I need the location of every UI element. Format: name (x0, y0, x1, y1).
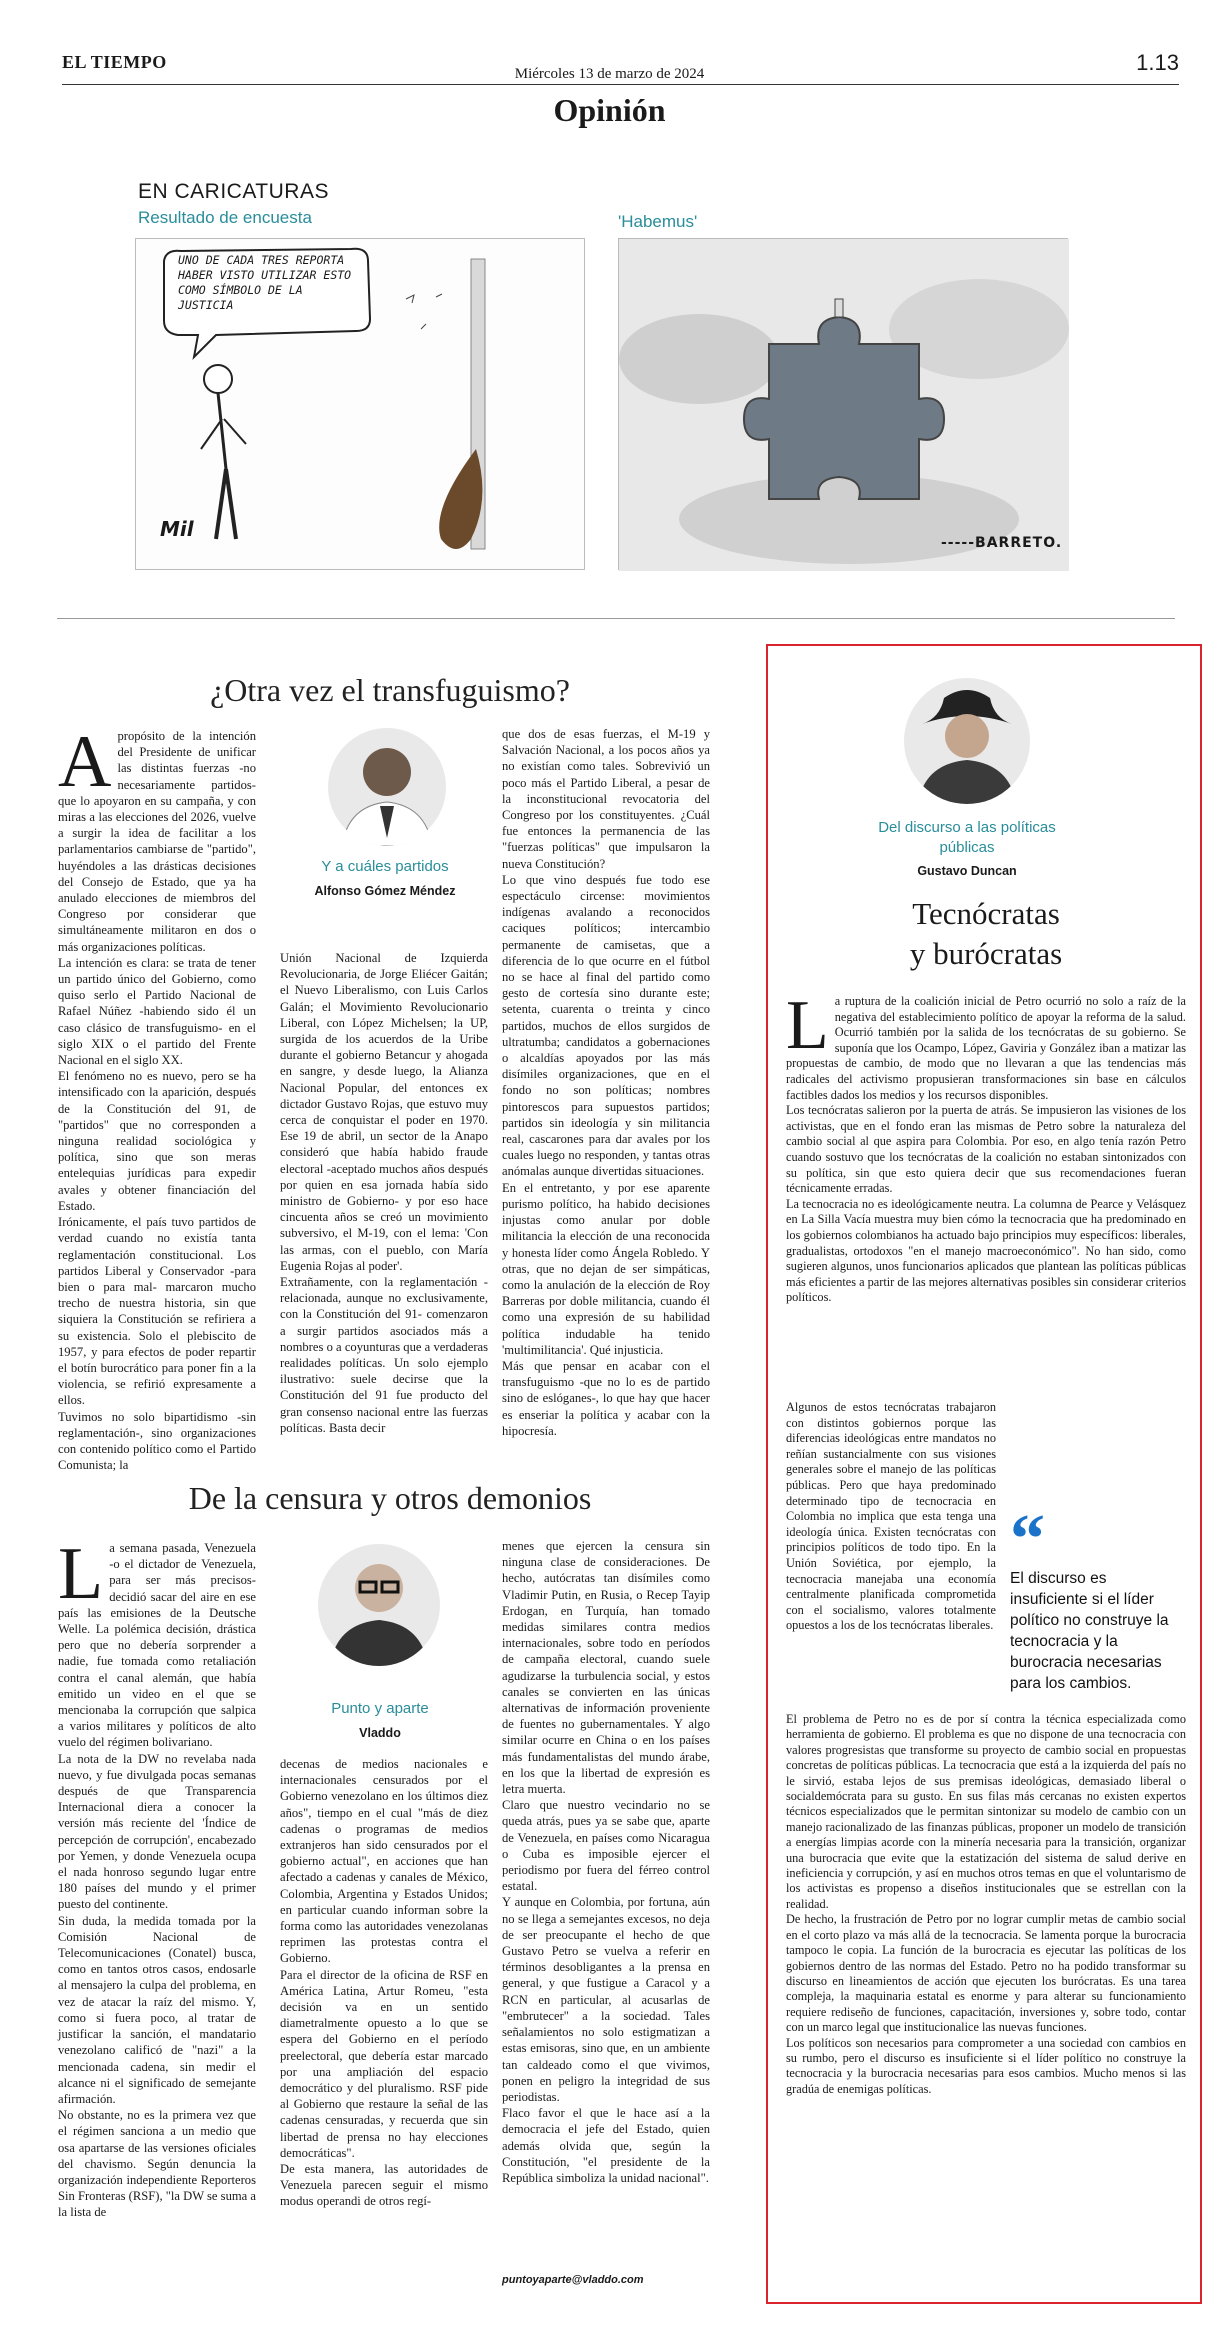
article1-paragraph: El fenómeno no es nuevo, pero se ha intensificado con la aparición, después de la Constitución del 91, de "partidos" que no corresponden a ninguna realidad sociológica y política, sino que son meras entelequias jurídicas para expedir avales y obtener financiación del Estado. (58, 1069, 256, 1213)
article2-paragraph: a semana pasada, Venezuela -o el dictador de Venezuela, para ser más precisos- decidió sacar del aire en ese país las emisiones de la Deutsche Welle. La polémica decisión, drástica pero que no debería sorprender a nadie, fue tomada como retaliación contra el canal alemán, que había emitido un video en el que se mencionaba la corrupción que salpica a varios militares y políticos de alto vuelo del régimen bolivariano. (58, 1541, 256, 1750)
article3-body-bottom (786, 1712, 1186, 2097)
cartoon-left-subtitle: Resultado de encuesta (138, 208, 312, 227)
article1-paragraph: La intención es clara: se trata de tener un partido único del Gobierno, como quiso serlo el Partido Nacional de Rafael Núñez -habiendo sido él un caso clásico de transfuguismo- en el siglo XIX o el partido del Frente Nacional en el siglo XX. (58, 955, 256, 1068)
article2-email[interactable]: puntoyaparte@vladdo.com (502, 2274, 644, 2286)
article3-dropcap: L (786, 987, 829, 1064)
article1-col2 (280, 950, 488, 1436)
section-divider (57, 618, 1175, 619)
page-number: 1.13 (1136, 50, 1179, 75)
quote-icon: “ (1010, 1501, 1045, 1578)
cartoons-heading: EN CARICATURAS (138, 180, 329, 203)
article3-paragraph: La tecnocracia no es ideológicamente neutra. La columna de Pearce y Velásquez en La Silla Vacía muestra muy bien cómo la tecnocracia que ha predominado en los gobiernos colombianos ha actuado bajo principios muy específicos: liberales, gradualistas, ortodoxos "en el manejo macroeconómico". No han sido, como sugieren algunos, unos funcionarios aplicados que plantean las políticas públicas más eficientes a partir de las mejores alternativas posibles sin considerar criterios políticos. (786, 1196, 1186, 1305)
cartoon-right (618, 238, 1068, 570)
article2-paragraph: Flaco favor el que le hace así a la democracia el jefe del Estado, quien además olvida que, según la Constitución, "el presidente de la República simboliza la unidad nacional". (502, 2106, 710, 2185)
article2-col3 (502, 1538, 710, 2186)
section-title: Opinión (553, 92, 666, 128)
article2-col1 (58, 1533, 256, 2221)
article1-paragraph: Unión Nacional de Izquierda Revolucionaria, de Jorge Eliécer Gaitán; el Nuevo Liberalismo, con Luis Carlos Galán; el Movimiento Revolucionario Liberal, con López Michelsen; la UP, surgida de los acuerdos de la Uribe durante el gobierno Betancur y ahogada en sangre, y desde luego, la Alianza Nacional Popular, del entonces ex dictador Gustavo Rojas, que estuvo muy cerca de conquistar el poder en 1970. Ese 19 de abril, un sector de la Anapo consideró que había habido fraude electoral -aceptado muchos años después por quien en esa jornada había sido ministro de Gobierno- y por eso hace cincuenta años se creó un movimiento subversivo, el M-19, con el lema: 'Con las armas, con el pueblo, con María Eugenia Rojas al poder'. (280, 951, 488, 1273)
article3-paragraph: El problema de Petro no es de por sí contra la técnica especializada como herramienta de gobierno. El problema es que no dispone de una tecnocracia con valores progresistas que transforme su proyecto de cambio social en propuestas concretas de políticas públicas. La tecnocracia que está a la izquierda del país no le sirvió, estaba lejos de sus premisas ideológicas, demasiado liberal o socialdemócrata para su gusto. En sus filas más cercanas no existen expertos técnicos especializados que le permitan sintonizar su modelo de cambio con un manejo racionalizado de las finanzas públicas, proponer un modelo de transición a energías limpias acorde con la minería necesaria para la transición, organizar una burocracia que evite que la estatización del sistema de salud derive en ineficiencia y corrupción, y así en muchos otros temas en que el voluntarismo de los activistas es propenso a diseños institucionales que se estrellan con la realidad. (786, 1712, 1186, 1911)
article2-paragraph: decenas de medios nacionales e internacionales censurados por el Gobierno venezolano en los últimos diez años", tiempo en el cual "más de diez cadenas o programas de medios extranjeros han sido censurados por el gobierno actual", en acciones que han afectado a cadenas y canales de México, Colombia, Argentina y Estados Unidos; en particular cuando informan sobre la forma como las autoridades venezolanas reprimen las protestas contra el Gobierno. (280, 1757, 488, 1966)
article1-col3 (502, 726, 710, 1439)
pull-quote: El discurso es insuficiente si el líder político no construye la tecnocracia y la burocracia necesarias para los cambios. (1010, 1570, 1169, 1692)
article1-paragraph: propósito de la intención del Presidente de unificar las distintas fuerzas -no necesariamente partidos- que lo apoyaron en su campaña, y con miras a las elecciones del 2026, vuelve a surgir la idea de facilitar a los parlamentarios cambiarse de "partido", huyéndoles a las drásticas decisiones del Consejo de Estado, que ya ha anulado elecciones de miembros del Congreso por considerar que simultáneamente militaron en dos o más organizaciones políticas. (58, 729, 256, 954)
article1-paragraph: Tuvimos no solo bipartidismo -sin reglamentación-, sino organizaciones con contenido político como el Partido Comunista; la (58, 1409, 256, 1473)
article3-title-line: y burócratas (909, 936, 1063, 971)
article3-paragraph: Los tecnócratas salieron por la puerta de atrás. Se impusieron las visiones de los activistas, que en el fondo eran las mismas de Petro sobre la naturaleza del cambio social al que aspira para Colombia. Por eso, en algo tenía razón Petro cuando sostuvo que los tecnócratas de la coalición no estaban sintonizados con su política, sin que esto quiera decir que sus recomendaciones fueran técnicamente erradas. (786, 1103, 1186, 1196)
article2-paragraph: No obstante, no es la primera vez que el régimen sanciona a un medio que osa apartarse de las versiones oficiales del chavismo. Según denuncia la organización independiente Reporteros Sin Fronteras (RSF), "la DW se suma a la lista de (58, 2108, 256, 2220)
article2-paragraph: Sin duda, la medida tomada por la Comisión Nacional de Telecomunicaciones (Conatel) busca, como en tantos otros casos, endosarle al mensajero la culpa del problema, en vez de atacar la raíz del mismo. Y, como si fuera poco, al tratar de justificar la sanción, el mandatario venezolano calificó de "nazi" a la mencionada cadena, sin medir el alcance ni el significado de semejante afirmación. (58, 1913, 256, 2106)
article3-title (786, 894, 1186, 974)
article1-col1 (58, 721, 256, 1473)
author-portrait-icon (328, 728, 446, 846)
cartoon-left (135, 238, 585, 570)
article2-dropcap: L (58, 1533, 104, 1615)
article2-author: Vladdo (359, 1726, 401, 1740)
article2-paragraph: De esta manera, las autoridades de Venezuela parecen seguir el mismo modus operandi de otros regí- (280, 2162, 488, 2209)
article1-paragraph: que dos de esas fuerzas, el M-19 y Salvación Nacional, a los pocos años ya no existían como tales. Sobrevivió un poco más el Partido Liberal, a pesar de la inconstitucional revocatoria del Congreso por los constituyentes. ¿Cuál fue entonces la permanencia de las "fuerzas políticas" que impulsaron la nueva Constitución? (502, 727, 710, 871)
article3-title-line: Tecnócratas (912, 896, 1060, 931)
header-rule (62, 84, 1179, 85)
article3-paragraph: a ruptura de la coalición inicial de Petro ocurrió no solo a raíz de la negativa del establecimiento político de apoyar la reforma de la salud. Ocurrió también por la salida de los tecnócratas de su gobierno. Se suponía que los Ocampo, López, Gaviria y González iban a matizar las propuestas de cambio, de modo que no llevaran a que las tendencias más radicales del activismo propusieran transformaciones sin base en cálculos factibles dados los medios y los recursos disponibles. (786, 994, 1186, 1102)
article3-kicker: Del discurso a las políticas públicas (878, 819, 1056, 856)
article2-paragraph: menes que ejercen la censura sin ninguna clase de consideraciones. De hecho, autócratas tan disímiles como Vladimir Putin, en Rusia, o Recep Tayip Erdogan, en Turquía, han tomado medidas similares contra medios internacionales, sobre todo en períodos de campaña electoral, cuando suele agudizarse la turbulencia social, y estos canales se convierten en las únicas alternativas de información proveniente de fuentes no gubernamentales. Y algo similar ocurre en China o en los países más fundamentalistas del mundo árabe, en los que la libertad de expresión es letra muerta. (502, 1539, 710, 1797)
article1-kicker: Y a cuáles partidos (321, 858, 449, 875)
article2-author-photo (318, 1544, 440, 1666)
article1-author: Alfonso Gómez Méndez (314, 884, 456, 898)
article2-paragraph: Claro que nuestro vecindario no se queda atrás, pues ya se sabe que, aparte de Venezuela, en países como Nicaragua o Cuba es imposible ejercer el periodismo por fuera del férreo control estatal. (502, 1798, 710, 1894)
cartoon-right-drawing (619, 239, 1069, 571)
cartoon-left-bubble-text: UNO DE CADA TRES REPORTA HABER VISTO UTILIZAR ESTO COMO SÍMBOLO DE LA JUSTICIA (178, 253, 352, 312)
article1-paragraph: En el entretanto, y por ese aparente purismo político, ha habido decisiones injustas como anular por doble militancia la elección de una reconocida y honesta líder como Ángela Robledo. Y otras, que no dejan de ser simpáticas, como la anulación de la elección de Roy Barreras por doble militancia, cuando él como una expresión de su habilidad política indudable ha tenido 'multimilitancia'. Qué injusticia. (502, 1180, 710, 1357)
article3-author-photo (904, 678, 1030, 804)
article3-paragraph: Los políticos son necesarios para comprometer a una sociedad con cambios en su rumbo, pero el discurso es insuficiente si el líder político no construye la tecnocracia y la burocracia necesarias para esos cambios. Mucho menos si las gradúa de enemigas políticas. (786, 2035, 1186, 2096)
author-portrait-icon (318, 1544, 440, 1666)
article2-paragraph: La nota de la DW no revelaba nada nuevo, y fue divulgada pocas semanas después de que Transparencia Internacional diera a conocer la versión más reciente del 'Índice de percepción de corrupción', encabezado por Yemen, y donde Venezuela ocupa el nada honroso segundo lugar entre 180 países del mundo y el primer puesto del continente. (58, 1751, 256, 1912)
cartoon-right-subtitle: 'Habemus' (618, 212, 698, 231)
article3-body-top (786, 987, 1186, 1306)
article2-kicker: Punto y aparte (331, 1700, 429, 1717)
article3-body-narrow (786, 1400, 996, 1634)
cartoon-left-signature: Mil (160, 517, 194, 541)
article1-author-photo (328, 728, 446, 846)
issue-date: Miércoles 13 de marzo de 2024 (514, 66, 705, 82)
article1-paragraph: Extrañamente, con la reglamentación -relacionada, aunque no exclusivamente, con la Constitución del 91- comenzaron a surgir partidos asociados más a nombres o a coyunturas que a verdaderas realidades políticas. Un solo ejemplo ilustrativo: suele decirse que la Constitución del 91 fue producto del gran consenso nacional entre las fuerzas políticas. Basta decir (280, 1275, 488, 1435)
article2-paragraph: Para el director de la oficina de RSF en América Latina, Artur Romeu, "esta decisión va en un sentido diametralmente opuesto a lo que se espera del Gobierno en el período preelectoral, que debería estar marcado por una ampliación del espacio democrático y del pluralismo. RSF pide al Gobierno que restaure la señal de las cadenas censuradas, y recuerda que sin libertad de prensa no hay elecciones democráticas". (280, 1967, 488, 2160)
article1-dropcap: A (58, 721, 112, 803)
article1-paragraph: Lo que vino después fue todo ese espectáculo circense: movimientos indígenas avalando a reconocidos caciques políticos; intercambio permanente de camisetas, que a diferencia de lo que ocurre en el fútbol no se hace al final del partido como gesto de cortesía sino durante este; setenta, cuarenta o treinta y cinco partidos, muchos de ellos surgidos de ultratumba; candidatos a gobernaciones o alcaldías apoyados por las más disímiles organizaciones, que en el fondo no son políticas; nombres pintorescos para supuestos partidos; partidos sin ideología y sin militancia real, cascarones para dar avales por los cuales luego no responden, y tantas otras anómalas aunque divertidas situaciones. (502, 872, 710, 1179)
article3-author: Gustavo Duncan (917, 864, 1017, 878)
cartoon-right-signature: -----BARRETO. (941, 535, 1063, 551)
article3-paragraph: Algunos de estos tecnócratas trabajaron con distintos gobiernos porque las diferencias ideológicas entre mandatos no reñían sustancialmente con sus visiones generales sobre el manejo de las políticas públicas. Pero que haya predominado determinado tipo de tecnocracia en Colombia no implica que esta tenga una ideología única. Existen tecnócratas con principios políticos de todo tipo. En la Unión Soviética, por ejemplo, la tecnocracia manejaba una economía centralmente planificada comprometida con el socialismo, valores totalmente opuestos a los de los tecnócratas liberales. (786, 1400, 996, 1633)
article2-col2 (280, 1756, 488, 2210)
article1-paragraph: Más que pensar en acabar con el transfuguismo -que no lo es de partido sino de eslóganes-, lo que hay que hacer es enseriar la política y acabar con la hipocresía. (502, 1358, 710, 1438)
newspaper-brand: EL TIEMPO (62, 52, 167, 72)
article1-title: ¿Otra vez el transfuguismo? (210, 672, 570, 708)
author-portrait-icon (904, 678, 1030, 804)
article2-title: De la censura y otros demonios (188, 1480, 592, 1516)
article3-paragraph: De hecho, la frustración de Petro por no lograr cumplir metas de cambio social en el corto plazo va más allá de la tecnocracia. Se lamenta porque la burocracia tampoco le copia. La función de la burocracia es ejecutar las políticas de los gobiernos dentro de las normas del Estado. Petro no ha podido transformar su discurso en lineamientos de acción que ejecuten los burócratas. Es una tarea compleja, la maquinaria estatal es enorme y para alterar su funcionamiento requiere rediseño de funciones, capacitación, inversiones y, sobre todo, contar con un marco legal que institucionalice las nuevas funciones. (786, 1912, 1186, 2035)
article2-paragraph: Y aunque en Colombia, por fortuna, aún no se llega a semejantes excesos, no deja de ser preocupante el hecho de que Gustavo Petro se vuelva a referir en términos desobligantes a la prensa en general, y que fustigue a Caracol y a RCN en particular, al acusarlas de "embrutecer" a la sociedad. Tales señalamientos no solo estigmatizan a estas emisoras, sino que, en un ambiente tan caldeado como el que vivimos, ponen en peligro la integridad de sus periodistas. (502, 1895, 710, 2104)
article1-paragraph: Irónicamente, el país tuvo partidos de verdad cuando no existía tanta reglamentación constitucional. Los partidos Liberal y Conservador -para bien o para mal- marcaron mucho trecho de nuestra historia, sin que siquiera la Constitución se refiriera a su existencia. Solo el plebiscito de 1957, y para efectos de poder repartir el botín burocrático para poner fin a la violencia, se refirió expresamente a ellos. (58, 1215, 256, 1408)
